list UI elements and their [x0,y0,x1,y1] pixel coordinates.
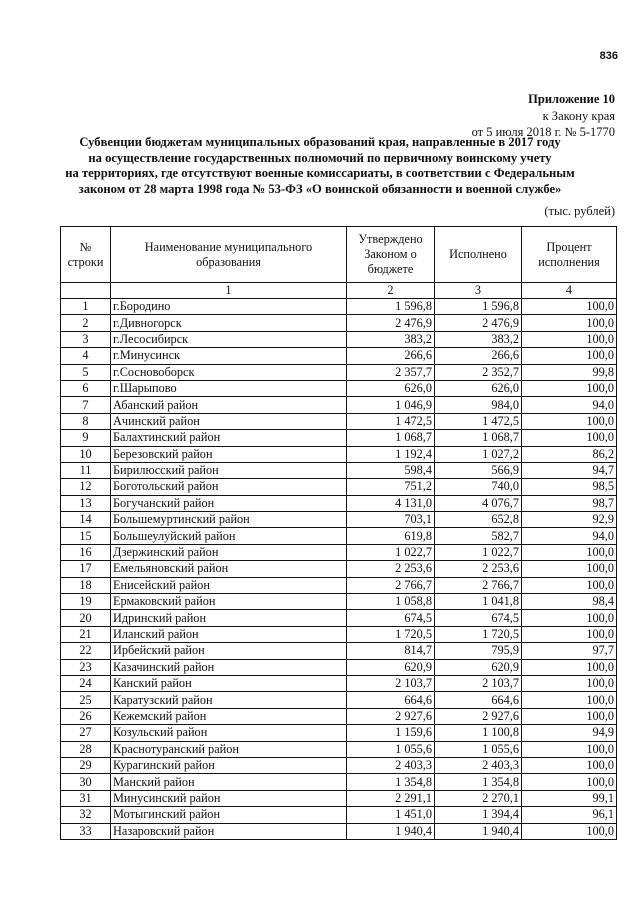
row-number: 20 [61,610,111,626]
executed-amount: 2 476,9 [435,315,522,331]
approved-amount: 703,1 [347,512,435,528]
municipality-name: Бирилюсский район [111,462,347,478]
executed-amount: 266,6 [435,348,522,364]
executed-amount: 2 352,7 [435,364,522,380]
approved-amount: 1 055,6 [347,741,435,757]
table-row [61,397,617,413]
table-row [61,544,617,560]
municipality-name: Ачинский район [111,413,347,429]
municipality-name: Березовский район [111,446,347,462]
row-number: 9 [61,430,111,446]
approved-amount: 1 022,7 [347,544,435,560]
index-cell: 3 [435,283,522,299]
header-row-number: № строки [61,227,111,283]
row-number: 12 [61,479,111,495]
header-percent: Процент исполнения [522,227,617,283]
table-row [61,708,617,724]
table-row [61,299,617,315]
execution-percent: 100,0 [522,331,617,347]
title-line: Субвенции бюджетам муниципальных образований края, направленные в 2017 году [79,135,561,149]
approved-amount: 2 403,3 [347,757,435,773]
municipality-name: Большеулуйский район [111,528,347,544]
executed-amount: 1 027,2 [435,446,522,462]
approved-amount: 751,2 [347,479,435,495]
row-number: 2 [61,315,111,331]
approved-amount: 674,5 [347,610,435,626]
execution-percent: 99,1 [522,790,617,806]
table-row [61,807,617,823]
municipality-name: Казачинский район [111,659,347,675]
approved-amount: 1 596,8 [347,299,435,315]
table-row [61,725,617,741]
row-number: 14 [61,512,111,528]
executed-amount: 620,9 [435,659,522,675]
execution-percent: 99,8 [522,364,617,380]
municipality-name: Абанский район [111,397,347,413]
header-name: Наименование муниципального образования [111,227,347,283]
municipality-name: Идринский район [111,610,347,626]
row-number: 7 [61,397,111,413]
row-number: 26 [61,708,111,724]
execution-percent: 100,0 [522,561,617,577]
table-row [61,692,617,708]
executed-amount: 1 354,8 [435,774,522,790]
table-row [61,315,617,331]
municipality-name: Богучанский район [111,495,347,511]
execution-percent: 94,0 [522,528,617,544]
title-line: на осуществление государственных полномочий по первичному воинскому учету [88,150,552,165]
execution-percent: 96,1 [522,807,617,823]
row-number: 4 [61,348,111,364]
executed-amount: 1 068,7 [435,430,522,446]
row-number: 8 [61,413,111,429]
approved-amount: 1 940,4 [347,823,435,839]
index-cell [61,283,111,299]
approved-amount: 619,8 [347,528,435,544]
executed-amount: 664,6 [435,692,522,708]
header-row [61,227,617,283]
executed-amount: 2 103,7 [435,675,522,691]
execution-percent: 98,4 [522,594,617,610]
executed-amount: 566,9 [435,462,522,478]
row-number: 17 [61,561,111,577]
executed-amount: 383,2 [435,331,522,347]
executed-amount: 1 940,4 [435,823,522,839]
executed-amount: 1 100,8 [435,725,522,741]
approved-amount: 1 354,8 [347,774,435,790]
index-cell: 2 [347,283,435,299]
executed-amount: 2 927,6 [435,708,522,724]
table-row [61,675,617,691]
header-executed: Исполнено [435,227,522,283]
execution-percent: 100,0 [522,823,617,839]
approved-amount: 1 046,9 [347,397,435,413]
header-approved: Утверждено Законом о бюджете [347,227,435,283]
table-row [61,594,617,610]
table-row [61,610,617,626]
execution-percent: 94,7 [522,462,617,478]
municipality-name: г.Минусинск [111,348,347,364]
executed-amount: 2 253,6 [435,561,522,577]
row-number: 23 [61,659,111,675]
row-number: 30 [61,774,111,790]
table-row [61,479,617,495]
index-cell: 4 [522,283,617,299]
row-number: 11 [61,462,111,478]
execution-percent: 100,0 [522,610,617,626]
execution-percent: 97,7 [522,643,617,659]
approved-amount: 626,0 [347,380,435,396]
approved-amount: 2 291,1 [347,790,435,806]
execution-percent: 100,0 [522,692,617,708]
table-row [61,380,617,396]
row-number: 13 [61,495,111,511]
approved-amount: 1 159,6 [347,725,435,741]
appendix-date: от 5 июля 2018 г. № 5-1770 [471,125,615,139]
table-row [61,528,617,544]
municipality-name: Емельяновский район [111,561,347,577]
table-row [61,331,617,347]
table-row [61,561,617,577]
execution-percent: 100,0 [522,659,617,675]
execution-percent: 100,0 [522,708,617,724]
table-row [61,659,617,675]
table-row [61,757,617,773]
approved-amount: 1 451,0 [347,807,435,823]
execution-percent: 100,0 [522,774,617,790]
approved-amount: 2 476,9 [347,315,435,331]
executed-amount: 1 394,4 [435,807,522,823]
row-number: 18 [61,577,111,593]
row-number: 32 [61,807,111,823]
executed-amount: 652,8 [435,512,522,528]
executed-amount: 1 596,8 [435,299,522,315]
executed-amount: 795,9 [435,643,522,659]
execution-percent: 100,0 [522,577,617,593]
row-number: 24 [61,675,111,691]
municipality-name: Большемуртинский район [111,512,347,528]
execution-percent: 86,2 [522,446,617,462]
table-row [61,626,617,642]
row-number: 10 [61,446,111,462]
table-row [61,364,617,380]
municipality-name: Боготольский район [111,479,347,495]
row-number: 22 [61,643,111,659]
executed-amount: 2 403,3 [435,757,522,773]
units-label: (тыс. рублей) [544,204,615,218]
municipality-name: Мотыгинский район [111,807,347,823]
row-number: 33 [61,823,111,839]
appendix-law: к Закону края [542,109,615,123]
execution-percent: 100,0 [522,757,617,773]
table-row [61,577,617,593]
row-number: 3 [61,331,111,347]
execution-percent: 100,0 [522,741,617,757]
municipality-name: г.Лесосибирск [111,331,347,347]
approved-amount: 814,7 [347,643,435,659]
table-row [61,348,617,364]
execution-percent: 100,0 [522,675,617,691]
municipality-name: Козульский район [111,725,347,741]
table-row [61,430,617,446]
municipality-name: г.Бородино [111,299,347,315]
table-row [61,823,617,839]
row-number: 25 [61,692,111,708]
row-number: 31 [61,790,111,806]
municipality-name: г.Сосновоборск [111,364,347,380]
approved-amount: 2 357,7 [347,364,435,380]
row-number: 15 [61,528,111,544]
executed-amount: 984,0 [435,397,522,413]
page-number: 836 [599,50,618,62]
executed-amount: 1 022,7 [435,544,522,560]
approved-amount: 664,6 [347,692,435,708]
executed-amount: 1 472,5 [435,413,522,429]
municipality-name: Каратузский район [111,692,347,708]
executed-amount: 626,0 [435,380,522,396]
approved-amount: 1 192,4 [347,446,435,462]
execution-percent: 100,0 [522,430,617,446]
municipality-name: Кежемский район [111,708,347,724]
approved-amount: 2 103,7 [347,675,435,691]
row-number: 16 [61,544,111,560]
approved-amount: 383,2 [347,331,435,347]
municipality-name: г.Шарыпово [111,380,347,396]
approved-amount: 4 131,0 [347,495,435,511]
execution-percent: 98,7 [522,495,617,511]
row-number: 28 [61,741,111,757]
approved-amount: 266,6 [347,348,435,364]
approved-amount: 1 068,7 [347,430,435,446]
executed-amount: 2 270,1 [435,790,522,806]
municipality-name: Канский район [111,675,347,691]
executed-amount: 582,7 [435,528,522,544]
execution-percent: 100,0 [522,380,617,396]
row-number: 6 [61,380,111,396]
execution-percent: 100,0 [522,626,617,642]
municipality-name: Назаровский район [111,823,347,839]
table-row [61,446,617,462]
appendix-title: Приложение 10 [528,92,615,106]
subventions-table [60,226,617,840]
executed-amount: 674,5 [435,610,522,626]
executed-amount: 2 766,7 [435,577,522,593]
municipality-name: Курагинский район [111,757,347,773]
executed-amount: 4 076,7 [435,495,522,511]
approved-amount: 1 720,5 [347,626,435,642]
municipality-name: Балахтинский район [111,430,347,446]
execution-percent: 94,9 [522,725,617,741]
table-row [61,741,617,757]
row-number: 19 [61,594,111,610]
approved-amount: 620,9 [347,659,435,675]
table-row [61,413,617,429]
approved-amount: 1 472,5 [347,413,435,429]
execution-percent: 100,0 [522,544,617,560]
municipality-name: Ирбейский район [111,643,347,659]
executed-amount: 1 041,8 [435,594,522,610]
approved-amount: 2 253,6 [347,561,435,577]
municipality-name: Краснотуранский район [111,741,347,757]
execution-percent: 100,0 [522,413,617,429]
execution-percent: 92,9 [522,512,617,528]
approved-amount: 598,4 [347,462,435,478]
index-row [61,283,617,299]
executed-amount: 1 055,6 [435,741,522,757]
executed-amount: 1 720,5 [435,626,522,642]
municipality-name: Минусинский район [111,790,347,806]
executed-amount: 740,0 [435,479,522,495]
approved-amount: 1 058,8 [347,594,435,610]
municipality-name: Иланский район [111,626,347,642]
approved-amount: 2 927,6 [347,708,435,724]
municipality-name: Енисейский район [111,577,347,593]
table-row [61,643,617,659]
row-number: 21 [61,626,111,642]
table-row [61,462,617,478]
title-line: на территориях, где отсутствуют военные комиссариаты, в соответствии с Федеральным [65,166,575,180]
row-number: 29 [61,757,111,773]
table-row [61,790,617,806]
index-cell: 1 [111,283,347,299]
execution-percent: 100,0 [522,315,617,331]
municipality-name: г.Дивногорск [111,315,347,331]
row-number: 5 [61,364,111,380]
row-number: 27 [61,725,111,741]
municipality-name: Манский район [111,774,347,790]
execution-percent: 98,5 [522,479,617,495]
municipality-name: Дзержинский район [111,544,347,560]
document-title [0,135,640,197]
municipality-name: Ермаковский район [111,594,347,610]
execution-percent: 100,0 [522,299,617,315]
execution-percent: 94,0 [522,397,617,413]
table-row [61,774,617,790]
title-line: законом от 28 марта 1998 года № 53-ФЗ «О воинской обязанности и военной службе» [78,181,562,196]
row-number: 1 [61,299,111,315]
table-row [61,512,617,528]
table-row [61,495,617,511]
approved-amount: 2 766,7 [347,577,435,593]
execution-percent: 100,0 [522,348,617,364]
